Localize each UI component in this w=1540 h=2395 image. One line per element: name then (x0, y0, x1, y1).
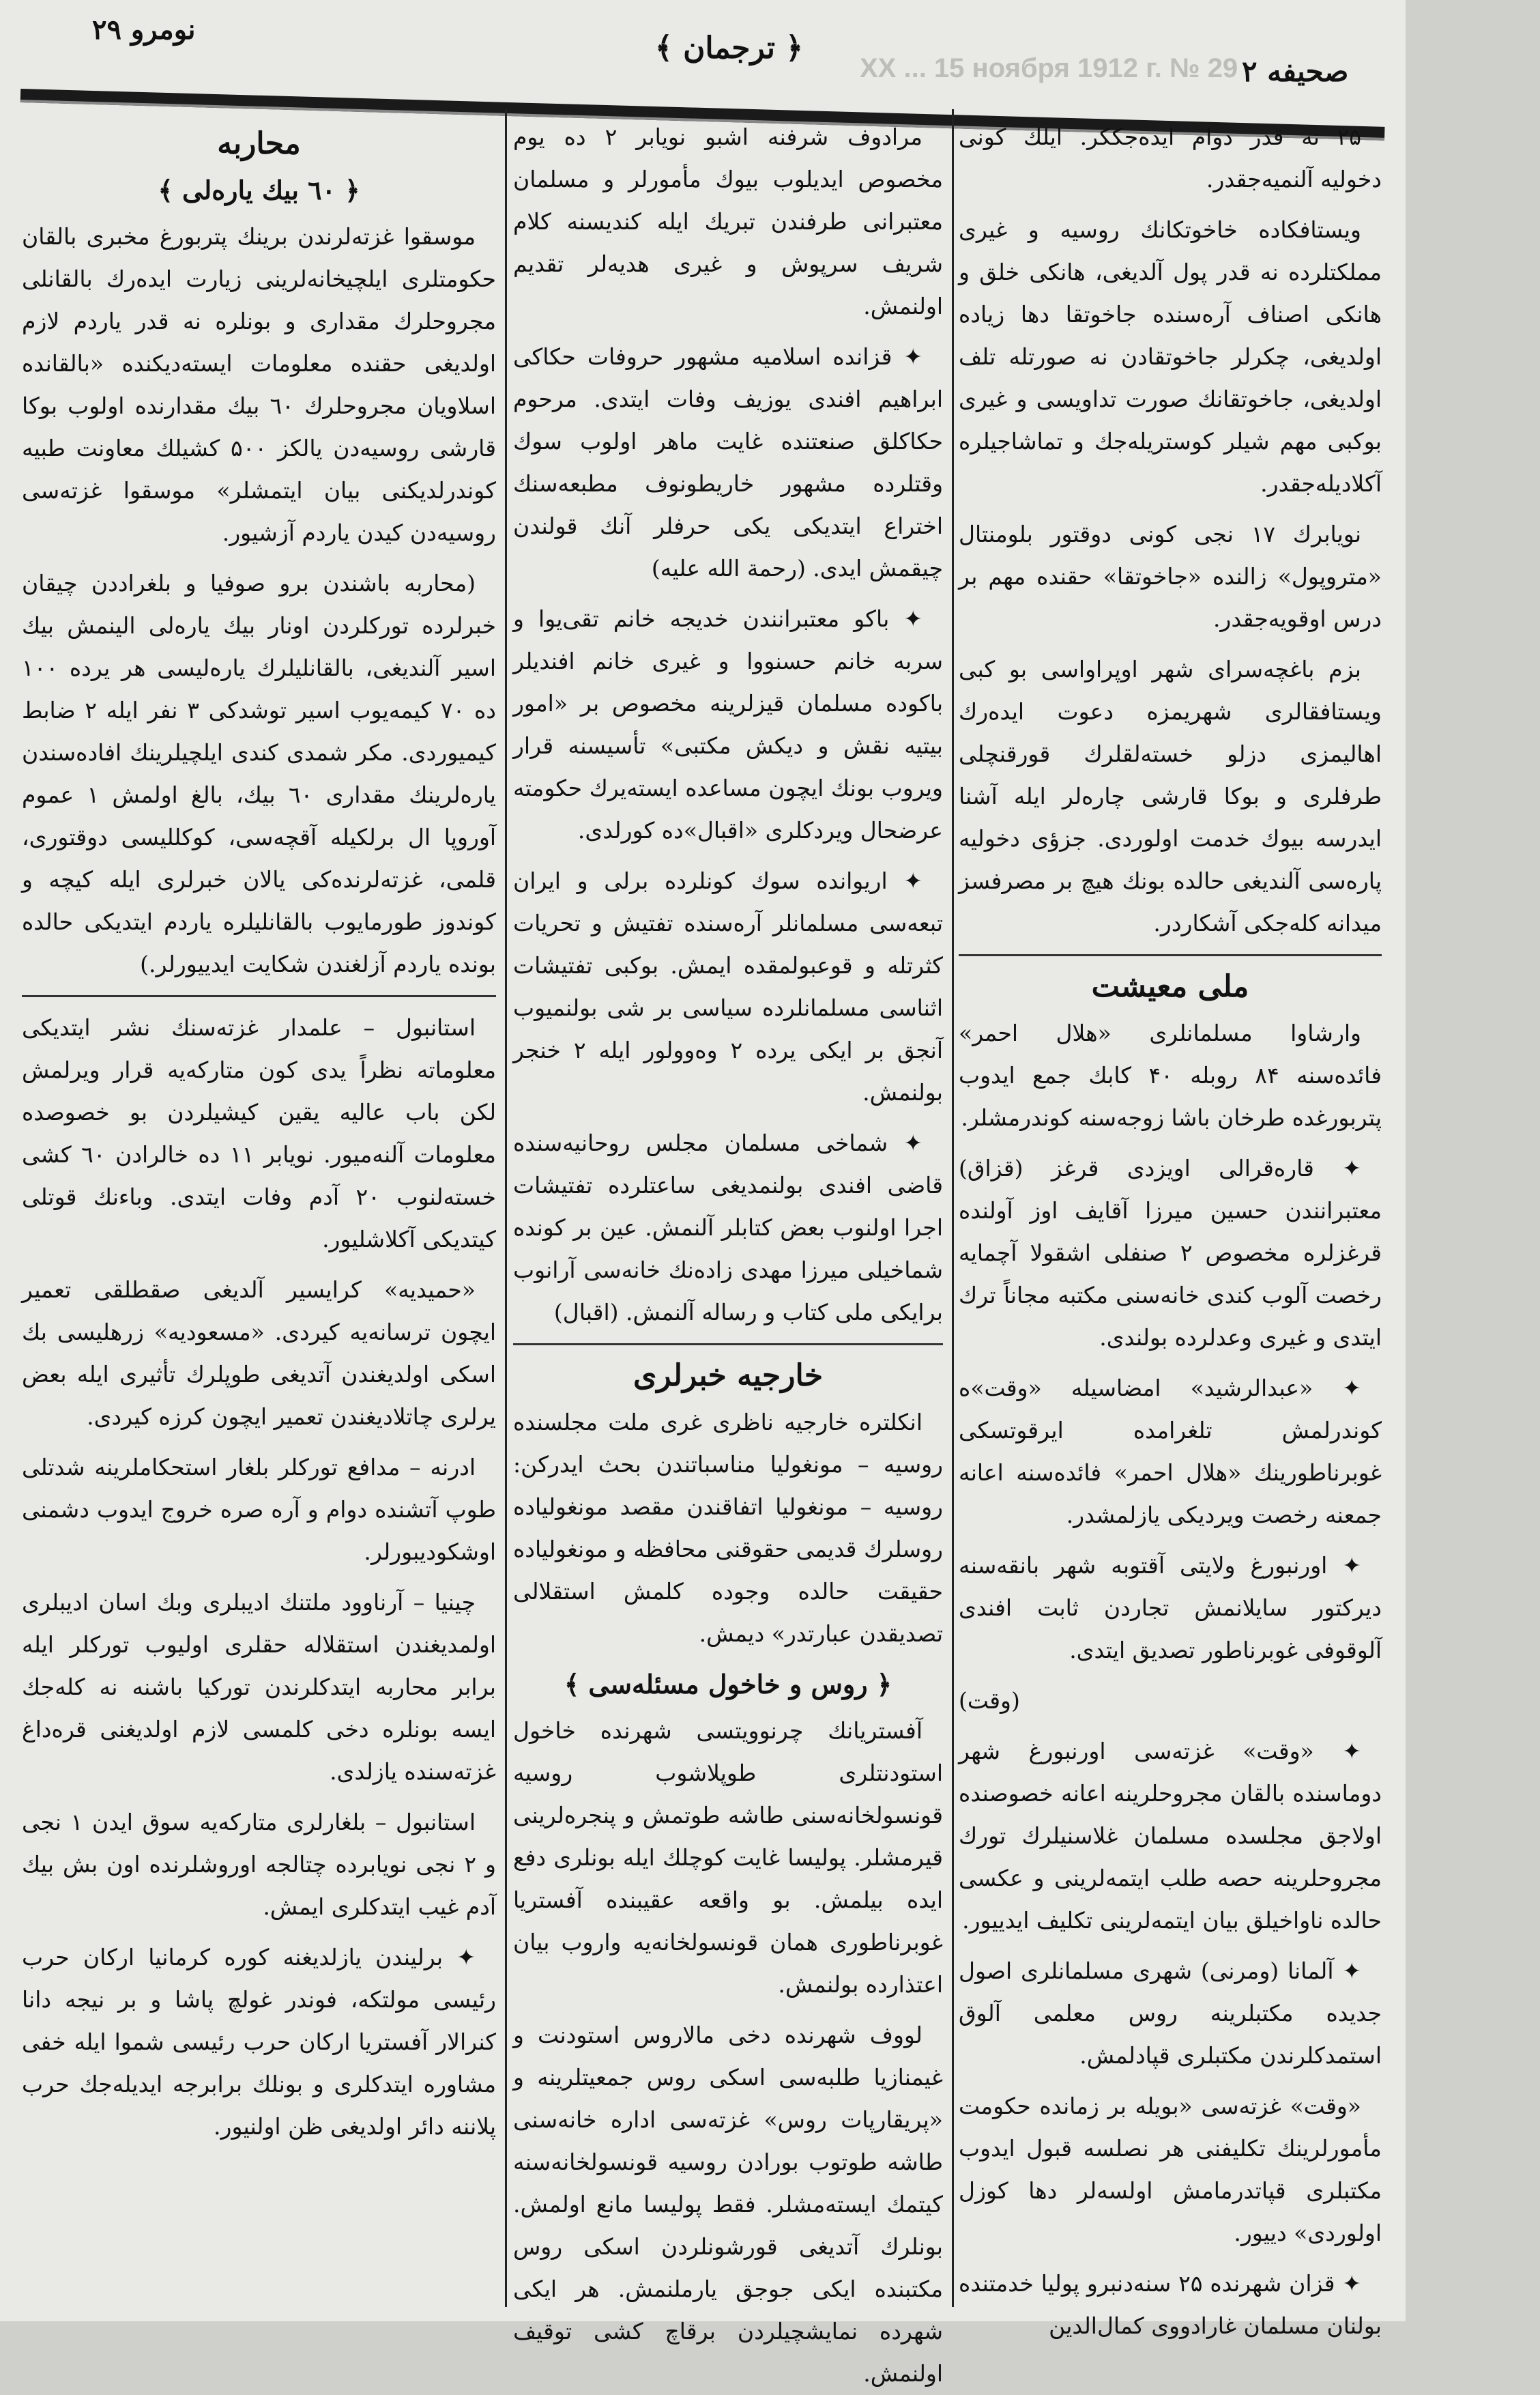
page-number: صحیفه ۲ (1242, 55, 1349, 88)
paragraph: ✦ شماخی مسلمان مجلس روحانیه‌سنده قاضی افندی بولنمدیغی ساعتلرده تفتیشات اجرا اولنوب بعض کتابلر آلنمش. عین بر کونده شماخیلی میرزا مهدی زاده‌نك خانه‌سی آرانوب برایکی ملی کتاب و رساله آلنمش. (اقبال) (513, 1130, 943, 1325)
paragraph: وارشاوا مسلمانلری «هلال احمر» فائده‌سنه ۸۴ روبله ۴۰ کابك جمع ایدوب پتربورغده طرخان باشا زوجه‌سنه کوندرمشلر. (959, 1020, 1382, 1131)
column-divider (952, 109, 954, 2307)
paragraph: مرادوف شرفنه اشبو نویابر ۲ ده یوم مخصوص ایدیلوب بیوك مأمورلر و مسلمان معتبرانی طرفندن تبریك ایله کندیسنه کلام شریف سرپوش و غیری هدیه‌لر تقدیم اولنمش. (513, 124, 943, 319)
newspaper-title: ﴿ ترجمان ﴾ (655, 31, 804, 66)
paragraph: لووف شهرنده دخی مالاروس استودنت و غیمنازیا طلبه‌سی اسکی روس جمعیتلرینه و «پریقارپات روس» غزته‌سی اداره خانه‌سنی طاشه طوتوب بورادن روسیه قونسولخانه‌سنه کیتمك ایسته‌مشلر. فقط پولیسا مانع اولمش. بونلرك آتدیغی قورشونلردن اسکی روس مکتبنده ایکی جوجق یارملنمش. هر ایکی شهرده نمایشچیلردن برقاچ کشی توقیف اولنمش. (513, 2022, 943, 2387)
paragraph: ویستافکاده خاخوتکانك روسیه و غیری مملکتلرده نه قدر پول آلدیغی، هانکی خلق و هانکی اصناف آره‌سنده جاخوتقا دها زیاده اولدیغی، چکرلر جاخوتقادن نه صورتله تلف اولدیغی، جاخوتقانك صورت تداویسی و غیری بوكبی مهم شیلر کوستریله‌جك و تماشاجیلره آکلادیله‌جقدر. (959, 216, 1382, 497)
divider (22, 995, 496, 997)
middle-column (513, 116, 944, 2387)
source-note: (وقت) (959, 1687, 1020, 1714)
page-header (0, 0, 1406, 116)
paragraph: ✦ آلمانا (ومرنی) شهری مسلمانلری اصول جدیده مکتبلرینه روس معلمی آلوق استمدکلرندن مکتبلری قپادلمش. (959, 1957, 1382, 2069)
bleed-through-date: XX ... 15 ноября 1912 г. № 29 (860, 53, 1238, 83)
paragraph: ✦ برلیندن یازلدیغنه کوره کرمانیا ارکان حرب رئیسی مولتکه، فوندر غولچ پاشا و بر نیجه دانا کنرالار آفستریا ارکان حرب رئیسی شموا ایله خفی مشاوره ایتدکلری و بونلك برابرجه ایدیله‌جك حرب پلاننه دائر اولدیغی ظن اولنیور. (22, 1944, 496, 2140)
paragraph: ✦ اریوانده سوك کونلرده برلی و ایران تبعه‌سی مسلمانلر آره‌سنده تفتیش و تحریات کثرتله و قوعبولمقده ایمش. بوكبی تفتیشات اثناسی مسلمانلرده سیاسی بر شی بولنمیوب آنجق بر ایکی یرده ۲ وه‌وولور ایله ۲ خنجر بولنمش. (513, 867, 944, 1106)
section-heading: ملی معیشت (1091, 969, 1249, 1004)
paragraph: ✦ قاره‌قرالی اویزدی قرغز (قزاق) معتبرانندن حسین میرزا آقایف اوز آولنده قرغزلره مخصوص ۲ صنفلی اشقولا آچمایه رخصت آلوب کندی خانه‌سنی مکتبه مجاناً ترك ایتدی و غیری وعدلرده بولندی. (959, 1155, 1382, 1351)
divider (513, 1343, 943, 1345)
paragraph: ✦ قزان شهرنده ۲۵ سنه‌دنبرو پولیا خدمتنده بولنان مسلمان غارادووی کمال‌الدین (959, 2270, 1382, 2339)
paragraph: ادرنه – مدافع تورکلر بلغار استحکاملرینه شدتلی طوپ آتشنده دوام و آره صره خروج ایدوب دشمنی اوشکودیبورلر. (22, 1454, 496, 1565)
paragraph: «حمیدیه» کرایسیر آلدیغی صقطلقی تعمیر ایچون ترسانه‌یه کیردی. «مسعودیه» زرهلیسی بك اسکی اولدیغندن آتدیغی طوپلرك تأثیری ایله بعض یرلری چاتلادیغندن تعمیر ایچون کرزه کیردی. (22, 1276, 496, 1430)
paragraph: ✦ «وقت» غزته‌سی اورنبورغ شهر دوماسنده بالقان مجروحلرینه اعانه خصوصنده اولاجق مجلسده مسلمان غلاسنیلرك تورك مجروحلرینه حصه طلب ایتمه‌لرینی و عکسی حالده ناواخیلق بیان ایتمه‌لرینی تکلیف ایدییور. (959, 1738, 1382, 1934)
paragraph: آفستریانك چرنوویتسی شهرنده خاخول استودنتلری طوپلاشوب روسیه قونسولخانه‌سنی طاشه طوتمش و پنجره‌لرینی قیرمشلر. پولیسا غایت کوچلك ایله بونلری دفع ایده بیلمش. بو واقعه عقیبنده آفستریا غوبرناطوری همان قونسولخانه‌یه واروب بیان اعتذارده بولنمش. (513, 1717, 943, 1998)
paragraph: ✦ قزانده اسلامیه مشهور حروفات حکاکی ابراهیم افندی یوزیف وفات ایتدی. مرحوم حکاکلق صنعتنده غایت ماهر اولوب سوك وقتلرده مشهور خاریطونوف مطبعه‌سنك اختراع ایتدیکی یکی حرفلر آنك قولندن چیقمش ایدی. (رحمة الله علیه) (513, 343, 943, 582)
right-column (959, 116, 1382, 2339)
column-divider (505, 109, 507, 2307)
subheading: ﴿ ٦٠ بیك یارەلی ﴾ (158, 175, 360, 205)
paragraph: انکلتره خارجیه ناظری غری ملت مجلسنده روسیه – مونغولیا مناسباتندن بحث ایدرکن: روسیه – مونغولیا اتفاقندن مقصد مونغولیاده روسلرك قدیمی حقوقنی محافظه و مونغولیاده حقیقت حالده وجوده کلمش استقلالی تصدیقدن عبارتدر» دیمش. (513, 1409, 943, 1647)
paragraph: نویابرك ۱۷ نجی کونی دوقتور بلومنتال «متروپول» زالنده «جاخوتقا» حقنده مهم بر درس اوقویه‌جقدر. (959, 521, 1382, 632)
section-heading: محاربه (217, 126, 301, 161)
paragraph: بزم باغچه‌سرای شهر اوپراواسی بو کبی ویستافقالری شهریمزه دعوت ایده‌رك اهالیمزی دزلو خسته‌لقلرك قورقنچلی طرفلری و بوکا قارشی چاره‌لر ایله آشنا ایدرسه بیوك خدمت اولوردی. جزؤی دخولیه پاره‌سی آلندیغی حالده بونك هیچ بر مصرفسز میدانه کله‌جکی آشکاردر. (959, 656, 1382, 936)
paragraph: استانبول – علمدار غزته‌سنك نشر ایتدیکی معلوماته نظراً یدی کون متارکه‌یه قرار ویرلمش لکن باب عالیه یقین کیشیلردن بو خصوصده معلومات آلنه‌میور. نویابر ۱۱ ده خالرادن ٦٠ کشی خسته‌لنوب ۲۰ آدم وفات ایتدی. وباءنك قوتلی کیتدیکی آکلاشلیور. (22, 1014, 497, 1252)
subheading: ﴿ روس و خاخول مسئله‌سی ﴾ (564, 1669, 892, 1700)
divider (959, 954, 1382, 956)
paragraph: (محاربه باشندن برو صوفیا و بلغراددن چیقان خبرلرده تورکلردن اونار بیك یاره‌لی الینمش بیك اسیر آلندیغی، بالقانلیلرك یاره‌لیسی هر یرده ۱۰۰ ده ۷۰ کیمه‌یوب اسیر توشدکی ۳ نفر ایله ۲ ضابط کیمیوردی. مکر شمدی کندی ایلچیلرینك افاده‌سندن یاره‌لرینك مقداری ٦٠ بیك، بالغ اولمش ۱ عموم آوروپا ال برلکیله آقچه‌سی، کوکللیسی دوقتوری، قلمی، غزته‌لرنده‌کی یالان خبرلری ایله کیچه و کوندوز طورمایوب بالقانلیلره یاردم ایتدیکی حالده بونده یاردم آزلغندن شکایت ایدییورلر.) (22, 570, 496, 977)
paragraph: چینیا – آرناوود ملتنك ادیبلری وبك اسان ادیبلری اولمدیغندن استقلاله حقلری اولیوب تورکلر ایله برابر محاربه ایتدکلرندن تورکیا باشنه نه کله‌جك ایسه بونلره دخی کلمسی لازم اولدیغنی قره‌داغ غزته‌سنده یازلدی. (22, 1589, 496, 1785)
paragraph: ۲۵ نه قدر دوام ایده‌جککر. ایلك كونی دخولیه آلنمیه‌جقدر. (959, 124, 1382, 192)
paragraph: ✦ «عبدالرشید» امضاسیله «وقت»ه کوندرلمش تلغرامده ایرقوتسکی غوبرناطورینك «هلال احمر» فائده‌سنه اعانه جمعنه رخصت ویردیکی یازلمشدر. (959, 1375, 1382, 1528)
paragraph: استانبول – بلغارلری متارکه‌یه سوق ایدن ۱ نجی و ۲ نجی نویابرده چتالجه اوروشلرنده اون بش بیك آدم غیب ایتدکلری ایمش. (22, 1809, 496, 1920)
left-column (22, 116, 496, 2300)
section-heading: خارجیه خبرلری (633, 1358, 824, 1393)
paragraph: ✦ باکو معتبرانندن خدیجه خانم تقی‌یوا و سربه خانم حسنووا و غیری خانم افندیلر باکوده مسلمان قیزلرینه مخصوص بر «امور بیتیه نقش و دیکش مکتبی» تأسیسنه قرار ویروب بونك ایچون مساعده ایسته‌یرك حکومته عرضحال ویردکلری «اقبال»ده کورلدی. (513, 605, 943, 844)
paragraph: ✦ اورنبورغ ولایتی آقتوبه شهر بانقه‌سنه دیرکتور سایلانمش تجاردن ثابت افندی آلوقوفی غوبرناطور تصدیق ایتدی. (959, 1552, 1382, 1663)
issue-number: نومرو ۲۹ (92, 14, 196, 46)
paragraph: «وقت» غزته‌سی «بویله بر زمانده حکومت مأمورلرینك تکلیفنی هر نصلسه قبول ایدوب مکتبلری قپاتدرمامش اولسه‌لر دها کوزل اولوردی» دییور. (959, 2093, 1382, 2246)
paragraph: موسقوا غزته‌لرندن برینك پتربورغ مخبری بالقان حکومتلری ایلچیخانه‌لرینی زیارت ایده‌رك بالقانلی مجروحلرك مقداری و بونلره نه قدر یاردم لازم اولدیغی حقنده معلومات ایسته‌دیکنده «بالقانده اسلاویان مجروحلرك ٦٠ بیك مقدارنده اولوب بوكا قارشی روسیه‌دن یالکز ۵۰۰ کشیلك معاونت طبیه کوندرلدیکنی بیان ایتمشلر» موسقوا غزته‌سی روسیه‌دن کیدن یاردم آزشیور. (22, 223, 496, 546)
